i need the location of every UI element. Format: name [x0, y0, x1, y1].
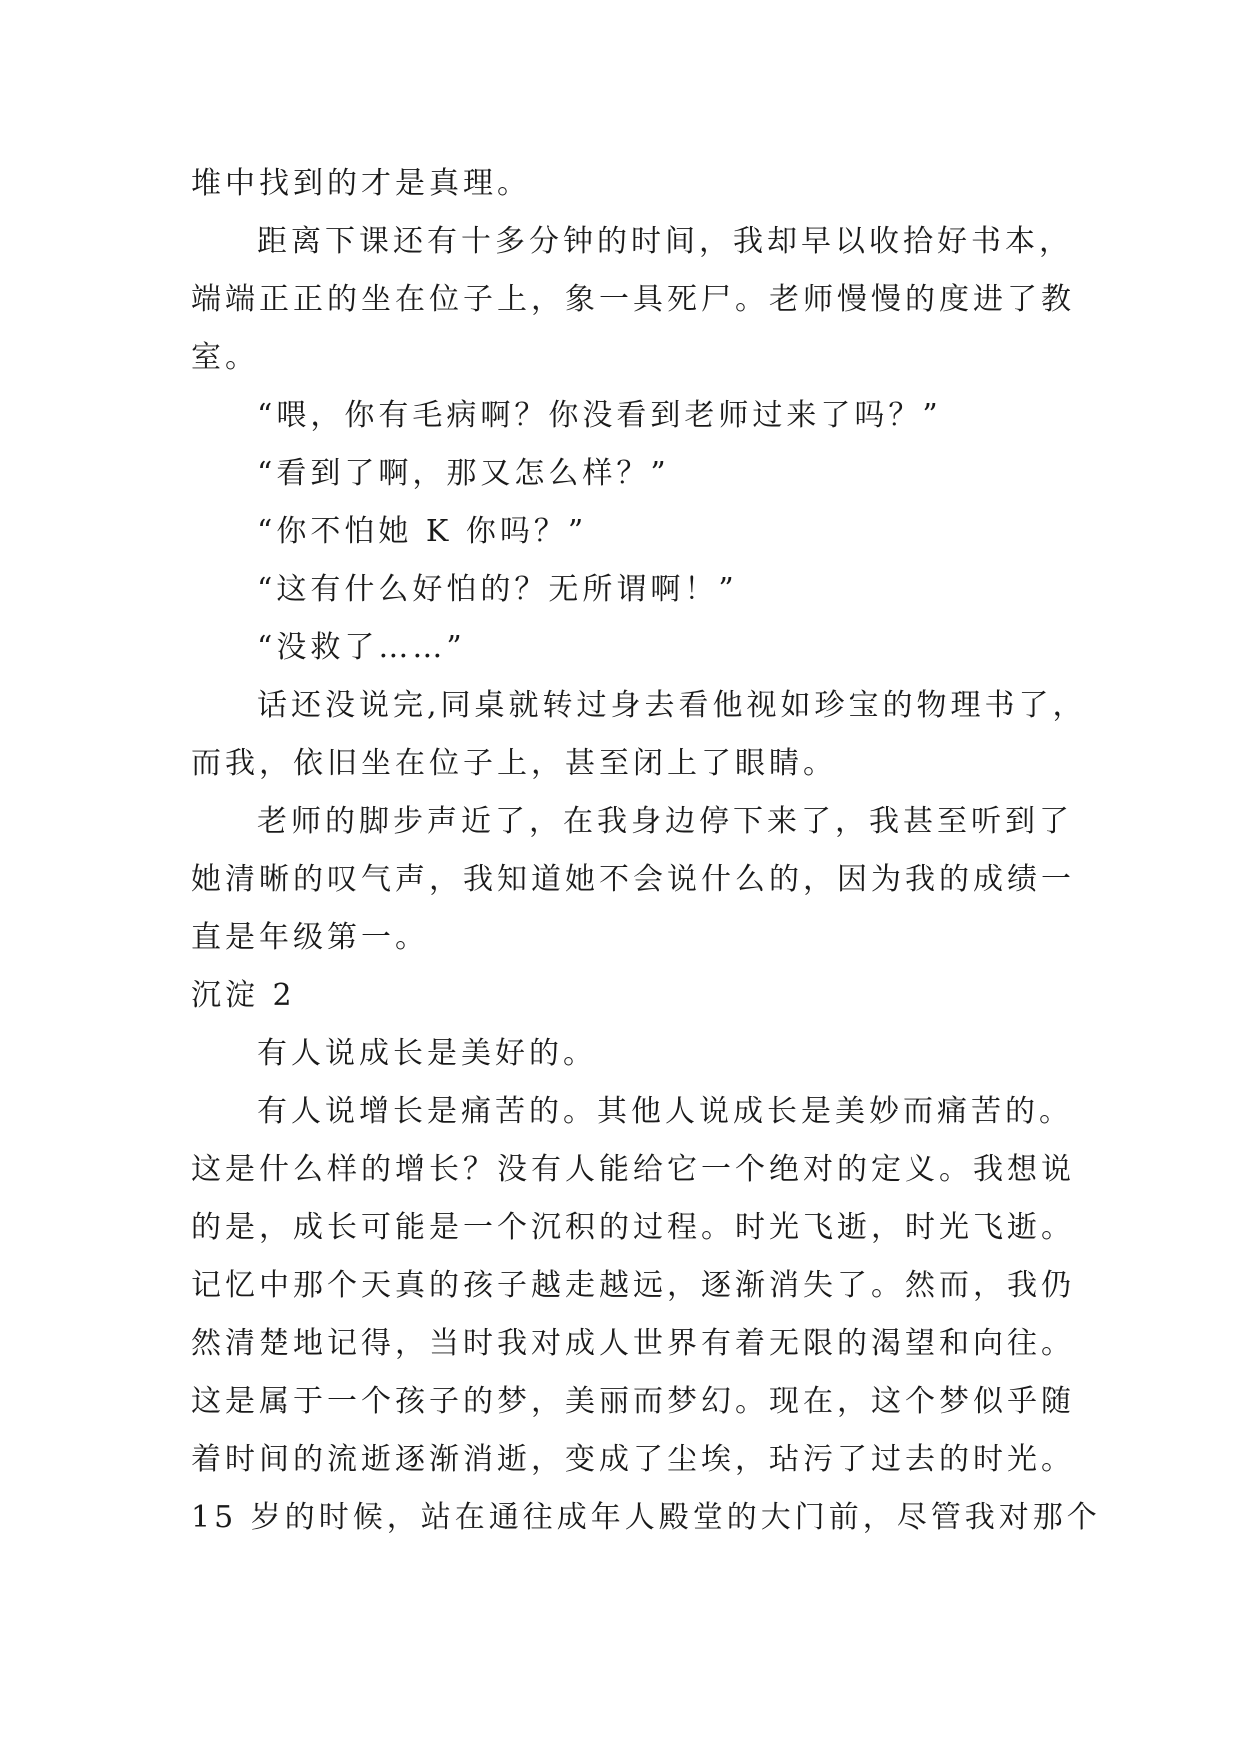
text-line: 室。 [191, 340, 259, 375]
dialogue-line: “看到了啊，那又怎么样？” [257, 456, 670, 491]
dialogue-line: “喂，你有毛病啊？你没看到老师过来了吗？” [257, 398, 942, 433]
text-line: 直是年级第一。 [191, 920, 429, 955]
text-line: 然清楚地记得，当时我对成人世界有着无限的渴望和向往。 [191, 1326, 1075, 1361]
text-line: 15 岁的时候，站在通往成年人殿堂的大门前，尽管我对那个 [191, 1500, 1101, 1535]
text-line: 端端正正的坐在位子上，象一具死尸。老师慢慢的度进了教 [191, 282, 1075, 317]
paragraph-start-line: 有人说成长是美好的。 [257, 1036, 597, 1071]
text-line: 她清晰的叹气声，我知道她不会说什么的，因为我的成绩一 [191, 862, 1075, 897]
text-line: 的是，成长可能是一个沉积的过程。时光飞逝，时光飞逝。 [191, 1210, 1075, 1245]
text-line: 这是什么样的增长？没有人能给它一个绝对的定义。我想说 [191, 1152, 1075, 1187]
document-body [191, 155, 1101, 1547]
text-line: 着时间的流逝逐渐消逝，变成了尘埃，玷污了过去的时光。 [191, 1442, 1075, 1477]
text-line: 这是属于一个孩子的梦，美丽而梦幻。现在，这个梦似乎随 [191, 1384, 1075, 1419]
paragraph-start-line: 距离下课还有十多分钟的时间，我却早以收拾好书本， [257, 224, 1073, 259]
paragraph-start-line: 老师的脚步声近了，在我身边停下来了，我甚至听到了 [257, 804, 1073, 839]
dialogue-line: “没救了……” [257, 630, 466, 665]
dialogue-line: “你不怕她 K 你吗？” [257, 514, 588, 549]
text-line: 堆中找到的才是真理。 [191, 166, 531, 201]
section-heading: 沉淀 2 [191, 978, 296, 1013]
text-line: 而我，依旧坐在位子上，甚至闭上了眼睛。 [191, 746, 837, 781]
dialogue-line: “这有什么好怕的？无所谓啊！” [257, 572, 738, 607]
paragraph-start-line: 有人说增长是痛苦的。其他人说成长是美妙而痛苦的。 [257, 1094, 1073, 1129]
text-line: 记忆中那个天真的孩子越走越远，逐渐消失了。然而，我仍 [191, 1268, 1075, 1303]
paragraph-start-line: 话还没说完,同桌就转过身去看他视如珍宝的物理书了， [257, 688, 1087, 723]
